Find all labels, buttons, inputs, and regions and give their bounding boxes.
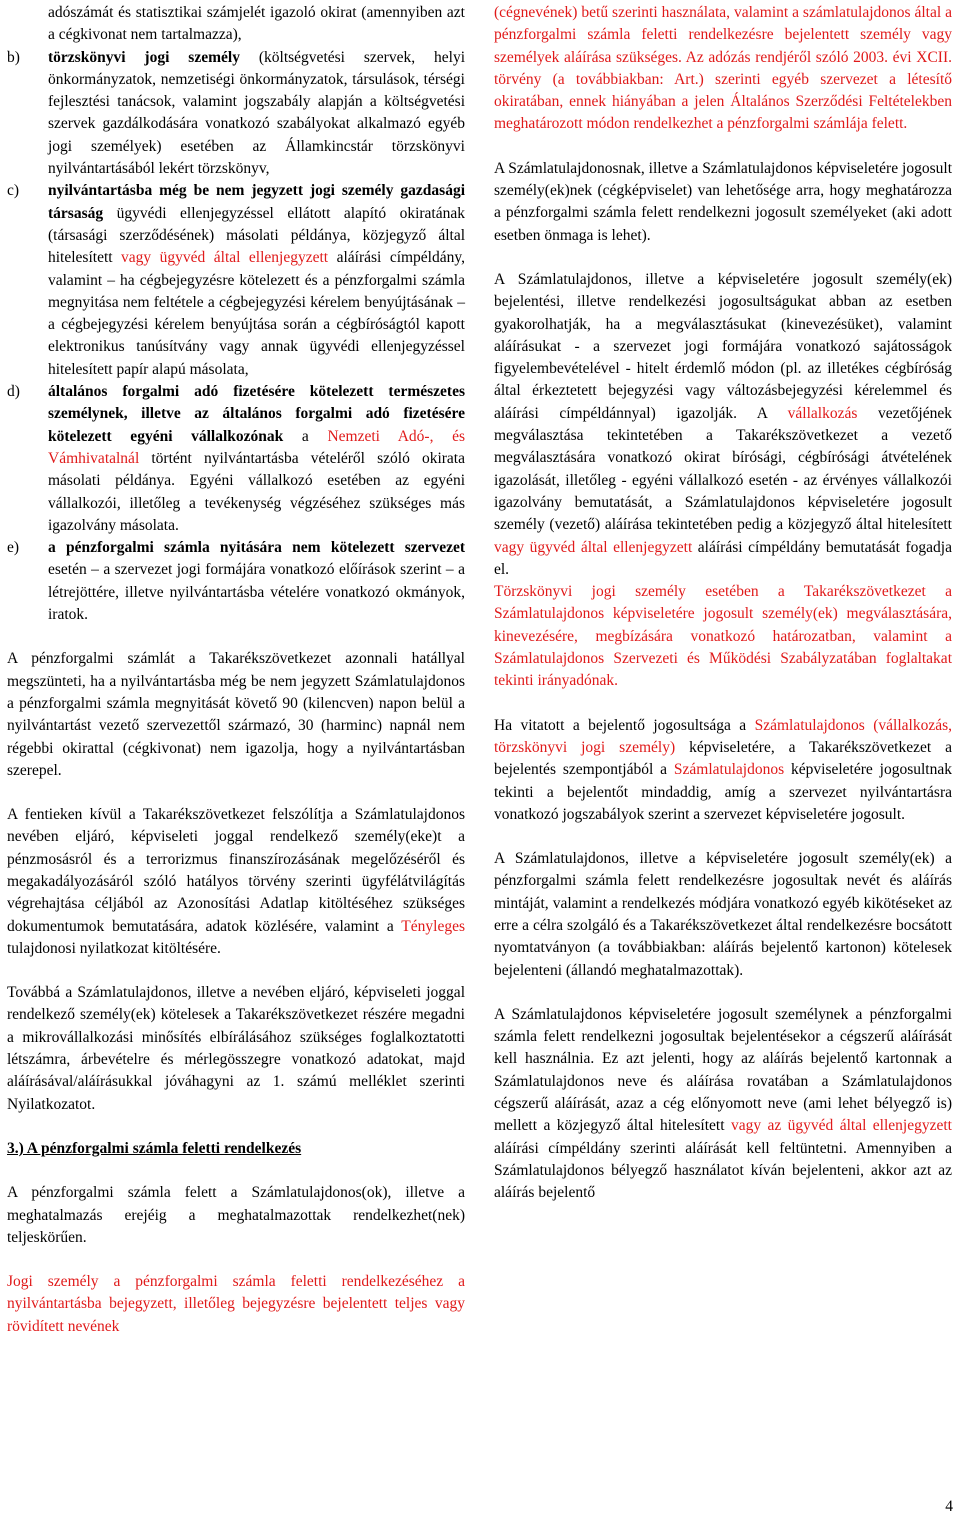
paragraph-micro-enterprise: Továbbá a Számlatulajdonos, illetve a nevében eljáró, képviseleti joggal rendelkező személy(ek) kötelesek a Takarékszövetkezet részére megadni a mikrovállalkozási minősítés elbírálásához szükséges foglalkoztatotti létszámra, árbevételre és mérlegösszegre vonatkozó adatokat, majd aláírásával/aláírásukkal jóváhagyni az 1. számú melléklet szerinti Nyilatkozatot. [7,984,465,1113]
aml-text-2: tulajdonosi nyilatkozat kitöltésére. [7,939,221,957]
item-d-red-1: Nemzeti Adó-, és Vámhivatalnál [48,427,465,467]
disp-red-1: Számlatulajdonos (vállalkozás, törzskönyvi jogi személy) [494,716,952,756]
page-number: 4 [945,1498,953,1515]
disp-red-2: Számlatulajdonos [673,761,785,779]
list-item-b [7,47,465,181]
item-d-text-1: a [283,427,328,445]
paragraph-company-name-usage: (cégnevének) betű szerinti használata, valamint a számlatulajdonos által a pénzforgalmi számla feletti rendelkezésre bejelentett személy vagy személyek aláírása szükséges. Az adózás rendjéről szóló 2003. évi XCII. törvény (a továbbiakban: Art.) szerinti egyéb szervezet a létesítő okiratában, ennek hiányában a jelen Általános Szerződési Feltételekben meghatározott módon rendelkezhet a pénzforgalmi számlája felett. [494,4,952,133]
aml-text-1: A fentieken kívül a Takarékszövetkezet felszólítja a Számlatulajdonos nevében eljáró, képviseleti joggal rendelkező személy(eke)t a pénzmosásról és a terrorizmus finanszírozásának megelőzéséről és megakadályozásáról szóló hatályos törvény szerinti ügyfélátvilágítás végrehajtása céljából az Azonosítási Adatlap kitöltéséhez szükséges dokumentumok bemutatására, adatok közlésére, valamint a [7,806,465,935]
right-column [494,2,952,1205]
paragraph-aml-identification [7,804,465,960]
item-d-bold: általános forgalmi adó fizetésére kötelezett természetes személynek, illetve az általános forgalmi adó fizetésére kötelezett egyéni vállalkozónak [48,383,465,445]
paragraph-representation-rights [494,269,952,693]
list-item-e [7,537,465,626]
item-b-text: (költségvetési szervek, helyi önkormányzatok, nemzetiségi önkormányzatok, társulások, térségi fejlesztési tanácsok, valamint jogszabály alapján a költségvetési szervek gazdálkodására vonatkozó szabályokat alkalmazó egyéb jogi személyek) esetében az Államkincstár törzskönyvi nyilvántartásából lekért törzskönyv, [48,48,465,178]
rep-red-3: Törzskönyvi jogi személy esetében a Takarékszövetkezet a Számlatulajdonos képviseletére jogosult személy(ek) megválasztására, kinevezésére, megbízására vonatkozó határozatban, valamint a Számlatulajdonos Szervezeti és Működési Szabályzatában foglaltakat tekinti irányadónak. [494,583,952,690]
item-e-bold: a pénzforgalmi számla nyitására nem kötelezett szervezet [48,539,465,557]
paragraph-disputed-authority [494,715,952,826]
disp-text-2: képviseletére, a Takarékszövetkezet a bejelentés szempontjából a [494,738,952,779]
sig-red-1: vagy az ügyvéd által ellenjegyzett [730,1117,952,1135]
sig-text-2: aláírási címpéldány szerinti aláírását kell feltüntetni. Amennyiben a Számlatulajdonos bélyegző használatot kíván bejelenteni, akkor azt az aláírás bejelentő [494,1139,952,1202]
rep-text-1: A Számlatulajdonos, illetve a képviseletére jogosult személy(ek) bejelentési, illetve rendelkezési jogosultságukat abban az esetben gyakorolhatják, ha a megválasztásukat (kinevezésüket), valamint aláírásukat - a szervezet jogi formájára vonatkozó sajátosságok figyelembevételével - hitelt érdemlő módon (pl. az illetékes cégbíróság által érkeztetett bejegyzési vagy változásbejegyzési kérelemmel és aláírási címpéldánnyal) igazolják. A [494,270,952,422]
item-e-label: e) [7,539,20,557]
paragraph-account-termination: A pénzforgalmi számlát a Takarékszövetkezet azonnali hatállyal megszünteti, ha a nyilvántartásba még be nem jegyzett Számlatulajdonos a pénzforgalmi számla megnyitását követő 90 (kilencven) napon belül a nyilvántartást vezető szervezettől származó, 30 (harminc) napnál nem régebbi okirattal (cégkivonat) nem igazolja, hogy a nyilvántartásban szerepel. [7,650,465,779]
item-c-red-1: vagy ügyvéd által ellenjegyzett [121,249,329,267]
list-item-d [7,381,465,537]
item-e-text: esetén – a szervezet jogi formájára vonatkozó előírások szerint – a létrejöttére, illetve nyilvántartásba vételére vonatkozó okmányok, iratok. [48,561,465,624]
paragraph-signature-card: A Számlatulajdonos, illetve a képviseletére jogosult személy(ek) a pénzforgalmi számla felett rendelkezésre jogosultak nevét és aláírás mintáját, valamint a rendelkezés módjára vonatkozó egyéb kikötéseket az erre a célra szolgáló és a Takarékszövetkezet által rendelkezésre bocsátott nyomtatványon (a továbbiakban: aláírás bejelentő kartonon) kötelesek bejelenteni (állandó meghatalmazottak). [494,850,952,979]
item-d-label: d) [7,383,20,401]
paragraph-account-disposal: A pénzforgalmi számla felett a Számlatulajdonos(ok), illetve a meghatalmazás erejéig a meghatalmazottak rendelkezhet(nek) teljeskörűen. [7,1184,465,1246]
rep-red-1: vállalkozás [787,404,858,422]
disp-text-3: képviseletére jogosultnak tekinti a bejelentőt mindaddig, amíg a szervezet nyilvántartásra vonatkozó jogszabályok szerint a szervezet képviseletére jogosult. [494,761,952,823]
item-c-text-2: aláírási címpéldány, valamint – ha cégbejegyzésre kötelezett és a pénzforgalmi számla megnyitása nem feltétele a cégbejegyzési kérelem benyújtásának – a cégbejegyzési kérelem benyújtása során a cégbíróságtól kapott elektronikus tanúsítvány vagy annak ügyvédi ellenjegyzéssel hitelesített papír alapú másolata, [48,249,465,378]
paragraph-authorized-persons: A Számlatulajdonosnak, illetve a Számlatulajdonos képviseletére jogosult személy(ek)nek (cégképviselet) van lehetősége arra, hogy meghatározza a pénzforgalmi számla felett rendelkezni jogosult személyeket (aki adott esetben önmaga is lehet). [494,159,952,244]
rep-red-2: vagy ügyvéd által ellenjegyzett [494,538,693,556]
list-item-a-continuation [7,2,465,47]
item-c-label: c) [7,182,20,200]
left-column [7,2,465,1338]
item-c-bold: nyilvántartásba még be nem jegyzett jogi személy gazdasági társaság [48,182,465,222]
paragraph-company-signature [494,1004,952,1205]
section-heading [7,1138,465,1160]
disp-text-1: Ha vitatott a bejelentő jogosultsága a [494,716,755,734]
list-item-c [7,180,465,381]
item-a-text: adószámát és statisztikai számjelét igazoló okirat (amennyiben azt a cégkivonat nem tartalmazza), [48,4,465,44]
item-c-text-1: ügyvédi ellenjegyzéssel ellátott alapító okiratának (társasági szerződésének) másolati példánya, közjegyző által hitelesített [48,204,465,267]
item-d-text-2: történt nyilvántartásba vételéről szóló okirata másolati példánya. Egyéni vállalkozó esetében az egyéni vállalkozói, illetőleg a tevékenység végzéséhez szükséges más igazolvány másolata. [48,449,465,534]
sig-text-1: A Számlatulajdonos képviseletére jogosult személynek a pénzforgalmi számla felett rendelkezni jogosultak bejelentésekor a cégszerű aláírását kell használnia. Ez azt jelenti, hogy az aláírás bejelentő kartonnak a Számlatulajdonos neve és aláírása rovatában a Számlatulajdonos cégszerű aláírását, azaz a cég előnyomott neve (ami lehet bélyegző is) mellett a közjegyző által hitelesített [494,1005,952,1135]
section-heading-text: 3.) A pénzforgalmi számla feletti rendelkezés [7,1139,302,1157]
paragraph-legal-entity-name: Jogi személy a pénzforgalmi számla feletti rendelkezéséhez a nyilvántartásba bejegyzett, illetőleg bejegyzésre bejelentett teljes vagy rövidített nevének [7,1273,465,1335]
aml-red: Tényleges [401,917,465,935]
rep-text-2: vezetőjének megválasztása tekintetében a Takarékszövetkezet a vezető megválasztására vonatkozó okirat bírósági, cégbírósági átvételének igazolását, illetőleg - egyéni vállalkozó esetén - az érvényes vállalkozói igazolvány bemutatását, a Számlatulajdonos képviseletére jogosult személy (vezető) aláírása tekintetében pedig a közjegyző által hitelesített [494,404,953,534]
item-b-bold: törzskönyvi jogi személy [48,48,240,66]
item-b-label: b) [7,48,20,66]
rep-text-3: aláírási címpéldány bemutatását fogadja el. [494,538,952,578]
